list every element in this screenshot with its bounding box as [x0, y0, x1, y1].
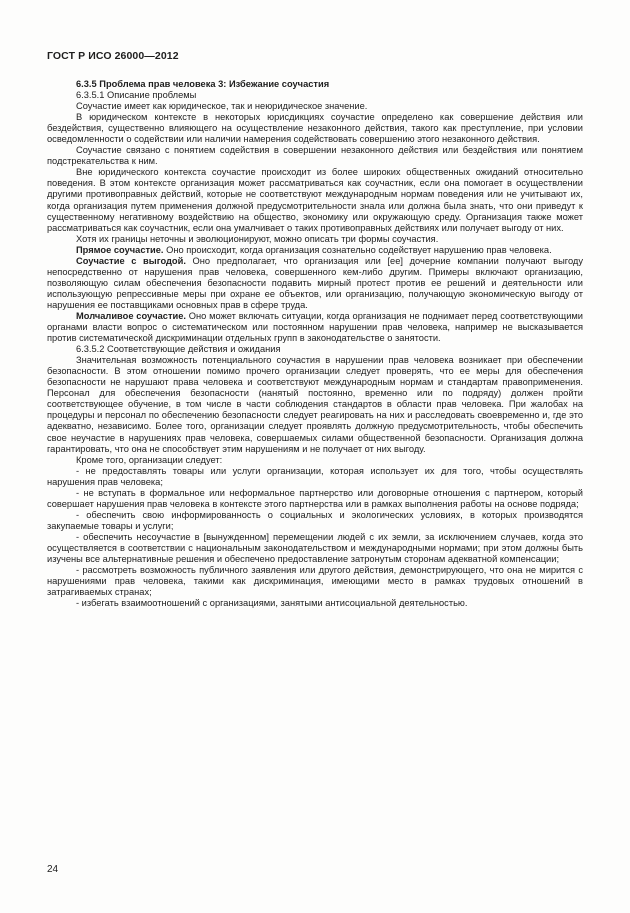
- paragraph: Молчаливое соучастие. Оно может включать ситуации, когда организация не поднимает перед соответствующими органами власти вопрос о систематическом или постоянном нарушении прав человека, например не высказывается против систематической дискриминации отдельных групп в законодательстве о занятости.: [47, 310, 583, 344]
- subsection-heading: 6.3.5.2 Соответствующие действия и ожидания: [76, 344, 281, 355]
- section-heading: 6.3.5 Проблема прав человека 3: Избежание соучастия: [76, 79, 330, 89]
- list-item: - не вступать в формальное или неформальное партнерство или договорные отношения с партнером, который совершает нарушения прав человека в контексте этого партнерства или в рамках выполнения работы на основе подряда;: [47, 487, 583, 509]
- paragraph: Хотя их границы неточны и эволюционируют, можно описать три формы соучастия.: [76, 233, 439, 244]
- paragraph: Значительная возможность потенциального соучастия в нарушении прав человека возникает при обеспечении безопасности. В этом отношении помимо прочего организации следует проверять, что ее меры для обеспечения безопасности не нарушают права человека и соответствуют международным нормам и стандартам правоприменения. Персонал для обеспечения безопасности (нанятый постоянно, временно или по подряду) должен пройти соответствующее обучение, в том числе в части соблюдения стандартов в области прав человека. При жалобах на процедуры и персонал по обеспечению безопасности следует реагировать на них и расследовать своевременно и, где это адекватно, независимо. Более того, организации следует проявлять должную предусмотрительность, чтобы обеспечить свое неучастие в нарушениях прав человека, совершаемых силами общественной безопасности. Организация должна гарантировать, что она не способствует этим нарушениям и не получает от них выгоду.: [47, 355, 583, 454]
- term-direct-complicity: Прямое соучастие.: [76, 244, 164, 255]
- paragraph: Кроме того, организации следует:: [76, 454, 223, 465]
- paragraph: Прямое соучастие. Оно происходит, когда организация сознательно содействует нарушению прав человека.: [76, 244, 552, 255]
- list-item: - обеспечить несоучастие в [вынужденном] перемещении людей с их земли, за исключением случаев, когда это осуществляется в соответствии с национальным законодательством и международными нормами; при этом должны быть изучены все альтернативные решения и обеспечено предоставление затронутым сторонам адекватной компенсации;: [47, 531, 583, 565]
- page-number: 24: [47, 864, 59, 875]
- paragraph: Соучастие связано с понятием содействия в совершении незаконного действия или бездействия или понятием подстрекательства к ним.: [47, 145, 583, 167]
- paragraph: В юридическом контексте в некоторых юрисдикциях соучастие определено как совершение действия или бездействия, существенно влияющего на осуществление незаконного действия, такого как преступление, при условии осведомленности о содействии или наличии намерения содействовать совершению этого незаконного действия.: [47, 112, 583, 145]
- list-item: - не предоставлять товары или услуги организации, которая использует их для того, чтобы осуществлять нарушения прав человека;: [47, 465, 583, 487]
- document-body: [47, 79, 583, 609]
- subsection-heading: 6.3.5.1 Описание проблемы: [76, 90, 197, 101]
- term-silent-complicity: Молчаливое соучастие.: [76, 310, 186, 321]
- paragraph: Соучастие имеет как юридическое, так и неюридическое значение.: [76, 101, 368, 112]
- document-header: ГОСТ Р ИСО 26000—2012: [47, 50, 179, 62]
- list-item: - обеспечить свою информированность о социальных и экологических условиях, в которых производятся закупаемые товары и услуги;: [47, 509, 583, 531]
- paragraph: Соучастие с выгодой. Оно предполагает, что организация или [ее] дочерние компании получают выгоду непосредственно от нарушения прав человека, совершенного кем-либо другим. Примеры включают организацию, позволяющую силам обеспечения безопасности подавить мирный протест против ее решений и деятельности или использующую репрессивные меры при охране ее объектов, или организацию, получающую экономическую выгоду от нарушения ее поставщиками основных прав в сфере труда.: [47, 255, 584, 310]
- list-item: - рассмотреть возможность публичного заявления или другого действия, демонстрирующего, что она не мирится с нарушениями прав человека, такими как дискриминация, имеющими место в рамках трудовых отношений в затрагиваемых странах;: [47, 565, 583, 598]
- paragraph: Вне юридического контекста соучастие происходит из более широких общественных ожиданий относительно поведения. В этом контексте организация может рассматриваться как соучастник, если она помогает в осуществлении другими противоправных действий, которые не соответствуют международным нормам поведения или не учитывают их, когда организация путем применения должной предусмотрительности знала или должна была знать, что они приведут к существенному негативному воздействию на общество, экономику или окружающую среду. Организация также может рассматриваться как соучастник, если она умалчивает о таких противоправных действиях или получает выгоду от них.: [47, 167, 583, 233]
- term-beneficial-complicity: Соучастие с выгодой.: [76, 255, 186, 266]
- list-item: - избегать взаимоотношений с организациями, занятыми антисоциальной деятельностью.: [76, 598, 468, 609]
